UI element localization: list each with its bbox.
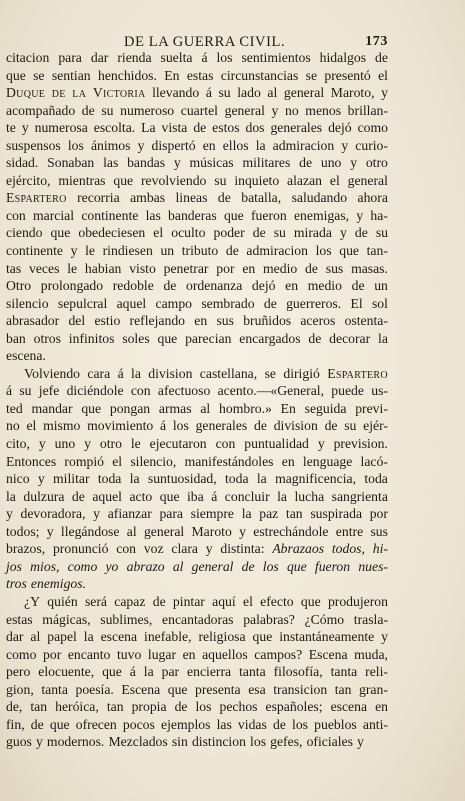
- text-line: la dulzura de aquel acto que iba á concluir la lucha sangrienta: [6, 488, 388, 504]
- text-line: con marcial continente las banderas que fueron enemigas, y ha-: [6, 207, 388, 223]
- text-line: ejército, mientras que revolviendo su inquieto alazan el general: [6, 172, 388, 188]
- running-head: DE LA GUERRA CIVIL.: [124, 34, 286, 50]
- text-line: brazos, pronunció con voz clara y distinta: Abrazaos todos, hi-: [6, 541, 388, 557]
- text-line: abrasador del estio reflejando en sus bruñidos aceros ostenta-: [6, 313, 388, 329]
- text-line: ciendo que obedeciesen el oculto poder de su mirada y de su: [6, 225, 388, 241]
- text-line: de, tan heróica, tan propia de los pechos españoles; escena en: [6, 699, 388, 715]
- body-text: [6, 49, 388, 751]
- text-line: acompañado de su numeroso cuartel general y no menos brillan-: [6, 102, 388, 118]
- text-line: como por encanto tuvo lugar en aquellos campos? Escena muda,: [6, 646, 388, 662]
- text-line: tros enemigos.: [6, 576, 87, 592]
- text-line: ted mandar que pongan armas al hombro.» En seguida previ-: [6, 400, 388, 416]
- text-line: todos; y llegándose al general Maroto y estrechándole entre sus: [6, 523, 388, 539]
- text-line: continente y le rindiesen un tributo de admiracion los que tan-: [6, 243, 388, 259]
- page-number: 173: [365, 34, 388, 49]
- text-line: á su jefe diciéndole con afectuoso acento.—«General, puede us-: [6, 383, 388, 399]
- text-line: citacion para dar rienda suelta á los sentimientos hidalgos de: [6, 50, 388, 65]
- text-line: sidad. Sonaban las bandas y músicas militares de uno y otro: [6, 155, 388, 171]
- text-line: jos mios, como yo abrazo al general de los que fueron nues-: [6, 558, 388, 574]
- text-line: Entonces rompió el silencio, manifestándoles en lenguage lacó-: [6, 453, 388, 469]
- text-line: guos y modernos. Mezclados sin distincion los gefes, oficiales y: [6, 734, 364, 750]
- text-line: y devoradora, y afianzar para siempre la paz tan suspirada por: [6, 506, 388, 522]
- paragraph: [6, 593, 388, 751]
- text-line: fin, de que ofrecen pocos ejemplos las vidas de los pueblos anti-: [6, 716, 388, 732]
- text-line: suspensos los ánimos y dispertó en ellos la admiracion y curio-: [6, 137, 388, 153]
- text-line: estas mágicas, sublimes, encantadoras palabras? ¿Cómo trasla-: [6, 611, 388, 627]
- text-line: Otro prolongado redoble de ordenanza dejó en medio de un: [6, 278, 388, 294]
- text-line: tas veces le habian visto penetrar por en medio de sus masas.: [6, 260, 388, 276]
- text-line: ban otros infinitos soles que parecian encargados de decorar la: [6, 330, 388, 346]
- text-line: cito, y uno y otro le ejecutaron con puntualidad y prevision.: [6, 436, 388, 452]
- text-line: silencio sepulcral aquel campo sembrado de guerreros. El sol: [6, 295, 388, 311]
- text-line: que se sentian henchidos. En estas circunstancias se presentó el: [6, 67, 388, 83]
- text-line: Volviendo cara á la division castellana, se dirigió Espartero: [24, 365, 388, 381]
- text-line: gion, tanta poesía. Escena que presenta esa transicion tan gran-: [6, 681, 388, 697]
- text-line: nico y militar toda la suntuosidad, toda la magnificencia, toda: [6, 471, 388, 487]
- paragraph: [6, 365, 388, 593]
- text-line: escena.: [6, 348, 46, 364]
- text-line: te y numerosa escolta. La vista de estos dos generales dejó como: [6, 120, 388, 136]
- text-line: Duque de la Victoria llevando á su lado al general Maroto, y: [6, 85, 388, 101]
- text-line: dar al papel la escena inefable, religiosa que instantáneamente y: [6, 629, 388, 645]
- text-line: ¿Y quién será capaz de pintar aquí el efecto que produjeron: [24, 593, 388, 609]
- text-line: no el mismo movimiento á los generales de division de su ejér-: [6, 418, 388, 434]
- paragraph: [6, 49, 388, 365]
- text-line: Espartero recorria ambas lineas de batalla, saludando ahora: [6, 190, 388, 206]
- text-line: pero elocuente, que á la par encierra tanta filosofía, tanta reli-: [6, 664, 388, 680]
